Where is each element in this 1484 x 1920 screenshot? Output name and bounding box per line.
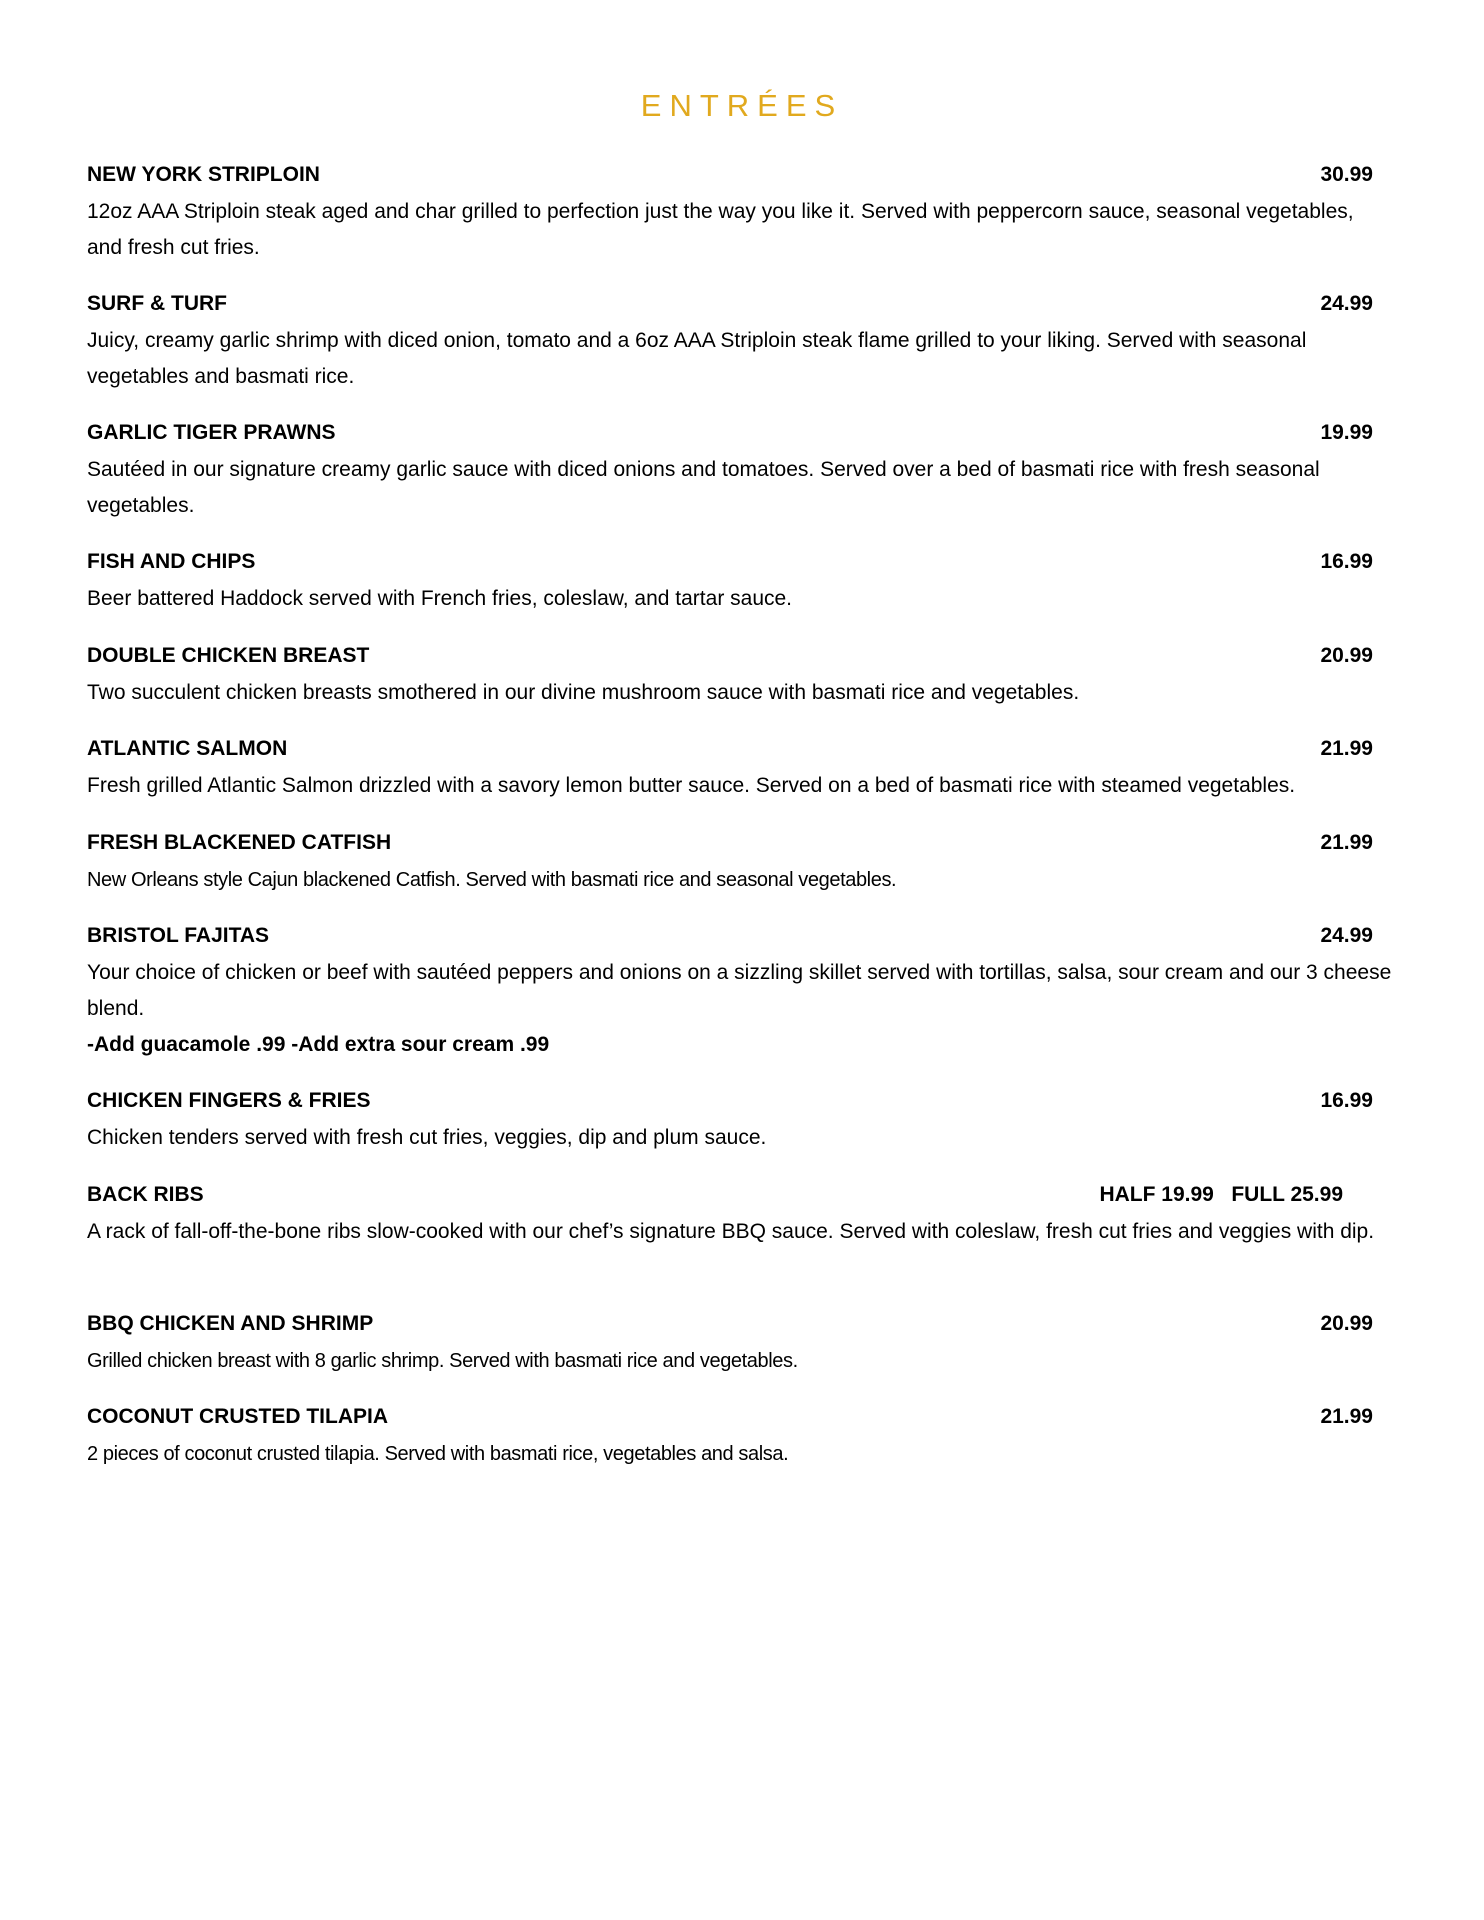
item-price: 16.99 xyxy=(1320,1089,1373,1112)
menu-item-bristol-fajitas xyxy=(87,921,1397,1063)
item-price: HALF 19.99 FULL 25.99 xyxy=(1099,1183,1343,1206)
menu-item-fish-and-chips xyxy=(87,547,1397,617)
menu-item-double-chicken-breast xyxy=(87,641,1397,711)
item-description: Grilled chicken breast with 8 garlic shrimp. Served with basmati rice and vegetables. xyxy=(87,1350,798,1372)
item-name: FISH AND CHIPS xyxy=(87,550,256,573)
menu-item-surf-and-turf xyxy=(87,289,1397,395)
page-title: ENTRÉES xyxy=(640,88,844,123)
item-price: 24.99 xyxy=(1320,924,1373,947)
item-description: Fresh grilled Atlantic Salmon drizzled with a savory lemon butter sauce. Served on a bed of basmati rice with steamed vegetables. xyxy=(87,774,1296,797)
item-name: GARLIC TIGER PRAWNS xyxy=(87,421,336,444)
item-name: BRISTOL FAJITAS xyxy=(87,924,270,947)
item-description: Beer battered Haddock served with French fries, coleslaw, and tartar sauce. xyxy=(87,587,793,610)
item-description: New Orleans style Cajun blackened Catfish. Served with basmati rice and seasonal vegetables. xyxy=(87,869,897,891)
item-price: 19.99 xyxy=(1320,421,1373,444)
item-price: 30.99 xyxy=(1320,163,1373,186)
item-name: SURF & TURF xyxy=(87,292,227,315)
item-name: COCONUT CRUSTED TILAPIA xyxy=(87,1405,388,1428)
item-description: Chicken tenders served with fresh cut fries, veggies, dip and plum sauce. xyxy=(87,1126,767,1149)
menu-item-bbq-chicken-and-shrimp xyxy=(87,1309,1397,1379)
item-price: 21.99 xyxy=(1320,831,1373,854)
item-description: 2 pieces of coconut crusted tilapia. Served with basmati rice, vegetables and salsa. xyxy=(87,1443,789,1465)
item-price: 21.99 xyxy=(1320,1405,1373,1428)
item-name: CHICKEN FINGERS & FRIES xyxy=(87,1089,371,1112)
item-price: 20.99 xyxy=(1320,1312,1373,1335)
item-name: BBQ CHICKEN AND SHRIMP xyxy=(87,1312,374,1335)
menu-item-chicken-fingers-and-fries xyxy=(87,1086,1397,1156)
item-name: DOUBLE CHICKEN BREAST xyxy=(87,644,370,667)
item-price: 21.99 xyxy=(1320,737,1373,760)
item-name: NEW YORK STRIPLOIN xyxy=(87,163,320,186)
item-name: BACK RIBS xyxy=(87,1183,204,1206)
item-add-ons: -Add guacamole .99 -Add extra sour cream .99 xyxy=(87,1033,550,1056)
menu-item-back-ribs xyxy=(87,1180,1397,1250)
item-description: Juicy, creamy garlic shrimp with diced onion, tomato and a 6oz AAA Striploin steak flame grilled to your liking. Served with seasonal vegetables and basmati rice. xyxy=(87,329,1307,388)
menu-item-garlic-tiger-prawns xyxy=(87,418,1397,524)
menu-item-new-york-striploin xyxy=(87,160,1397,266)
menu-item-fresh-blackened-catfish xyxy=(87,828,1397,898)
item-description: Two succulent chicken breasts smothered in our divine mushroom sauce with basmati rice and vegetables. xyxy=(87,681,1080,704)
menu-item-coconut-crusted-tilapia xyxy=(87,1402,1397,1472)
item-price: 20.99 xyxy=(1320,644,1373,667)
item-price: 24.99 xyxy=(1320,292,1373,315)
item-description: 12oz AAA Striploin steak aged and char grilled to perfection just the way you like it. Served with peppercorn sauce, seasonal vegetables, and fresh cut fries. xyxy=(87,200,1354,259)
menu-item-atlantic-salmon xyxy=(87,734,1397,804)
item-description: A rack of fall-off-the-bone ribs slow-cooked with our chef’s signature BBQ sauce. Served with coleslaw, fresh cut fries and veggies with dip. xyxy=(87,1220,1375,1243)
item-name: FRESH BLACKENED CATFISH xyxy=(87,831,392,854)
item-description: Sautéed in our signature creamy garlic sauce with diced onions and tomatoes. Served over a bed of basmati rice with fresh seasonal vegetables. xyxy=(87,458,1320,517)
item-name: ATLANTIC SALMON xyxy=(87,737,288,760)
item-price: 16.99 xyxy=(1320,550,1373,573)
item-description: Your choice of chicken or beef with sautéed peppers and onions on a sizzling skillet served with tortillas, salsa, sour cream and our 3 cheese blend. xyxy=(87,961,1392,1020)
